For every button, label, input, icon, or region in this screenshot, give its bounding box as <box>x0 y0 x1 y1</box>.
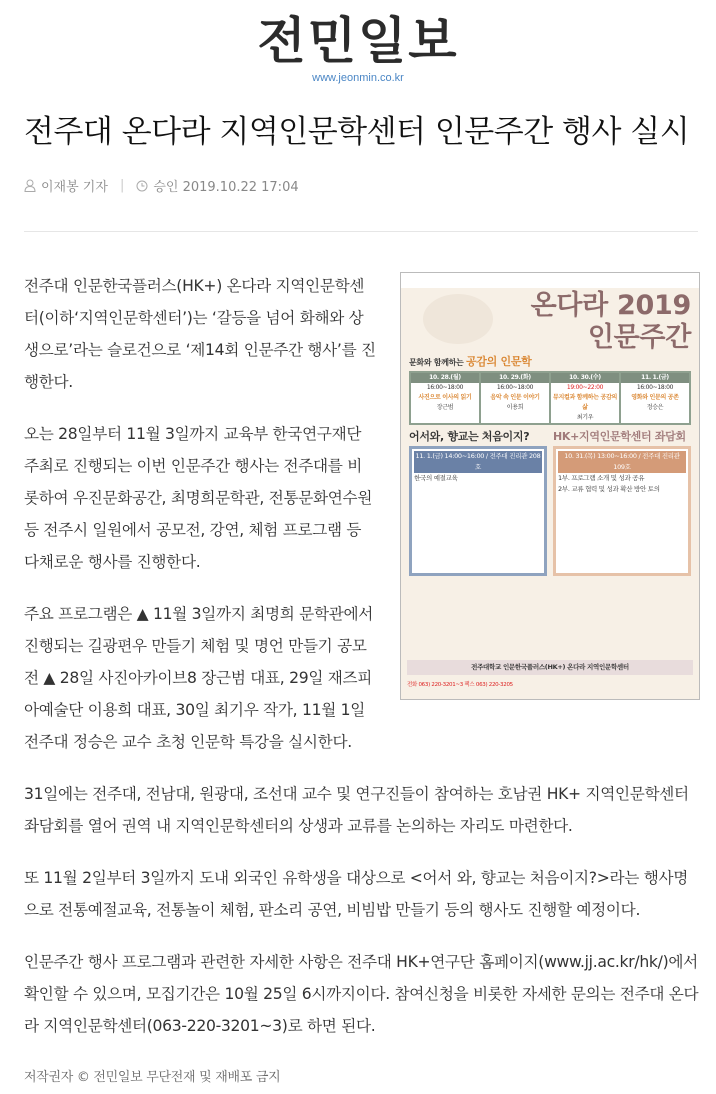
poster-illustration <box>423 294 493 344</box>
poster-day: 10. 29.(화) 16:00~18:00 음악 속 인문 이야기 이용희 <box>481 373 549 423</box>
divider: | <box>119 178 125 193</box>
user-icon <box>24 179 36 192</box>
byline <box>24 176 716 195</box>
clock-icon <box>136 180 148 192</box>
paragraph: 31일에는 전주대, 전남대, 원광대, 조선대 교수 및 연구진들이 참여하는 호남권 HK+ 지역인문학센터 좌담회를 열어 권역 내 지역인문학센터의 상생과 교류를 논의하는 자리도 마련한다. <box>24 785 689 835</box>
poster-title: 온다라 2019 인문주간 <box>530 290 691 353</box>
poster-right-heading: HK+지역인문학센터 좌담회 <box>553 430 686 443</box>
article-title: 전주대 온다라 지역인문학센터 인문주간 행사 실시 <box>24 114 690 150</box>
site-header <box>0 0 716 84</box>
site-url[interactable]: www.jeonmin.co.kr <box>312 72 404 84</box>
author[interactable]: 이재봉 기자 <box>41 180 108 195</box>
event-poster-image[interactable] <box>400 272 700 700</box>
article-body <box>24 270 700 1094</box>
poster-day: 10. 30.(수) 19:00~22:00 뮤지컬과 함께하는 공감의 삶 최기우 <box>552 374 618 421</box>
poster-left-box: 11. 1.(금) 14:00~16:00 / 전주대 진리관 208호 한국의 예절교육 <box>409 446 547 576</box>
paragraph: 오는 28일부터 11월 3일까지 교육부 한국연구재단 주최로 진행되는 이번 인문주간 행사는 전주대를 비롯하여 우진문화공간, 최명희문학관, 전통문화연수원 등 전주시 일원에서 공모전, 강연, 체험 프로그램 등 다채로운 행사를 진행한다. <box>24 425 373 571</box>
poster-right-box: 10. 31.(목) 13:00~16:00 / 전주대 진리관 109호 1부. 프로그램 소개 및 성과 공유 2부. 교류 협력 및 성과 확산 방안 토의 <box>553 446 691 576</box>
poster-schedule <box>409 371 691 425</box>
poster-contact: 전화 063) 220-3201~3 팩스 063) 220-3205 <box>407 682 513 688</box>
paragraph: 또 11월 2일부터 3일까지 도내 외국인 유학생을 대상으로 <어서 와, 향교는 처음이지?>라는 행사명으로 전통예절교육, 전통놀이 체험, 판소리 공연, 비빔밥 만들기 등의 행사도 진행할 예정이다. <box>24 869 689 919</box>
paragraph: 인문주간 행사 프로그램과 관련한 자세한 사항은 전주대 HK+연구단 홈페이지(www.jj.ac.kr/hk/)에서 확인할 수 있으며, 모집기간은 10월 25일 6시까지이다. 참여신청을 비롯한 자세한 문의는 전주대 온다라 지역인문학센터(063-220-3201~3)로 하면 된다. <box>24 953 699 1035</box>
divider <box>24 231 698 232</box>
poster-day: 10. 28.(월) 16:00~18:00 사진으로 이사의 읽기 장근범 <box>411 373 479 423</box>
site-logo[interactable]: 전민일보 <box>257 12 459 70</box>
poster-banner <box>401 273 699 288</box>
poster-footer: 전주대학교 인문한국플러스(HK+) 온다라 지역인문학센터 <box>407 660 693 675</box>
poster-day: 11. 1.(금) 16:00~18:00 영화와 인문의 공존 정승은 <box>621 373 689 423</box>
paragraph: 전주대 인문한국플러스(HK+) 온다라 지역인문학센터(이하‘지역인문학센터’)는 ‘갈등을 넘어 화해와 상생으로’라는 슬로건으로 ‘제14회 인문주간 행사’를 진행한다. <box>24 277 376 391</box>
publish-date: 승인 2019.10.22 17:04 <box>153 180 299 195</box>
paragraph: 주요 프로그램은 ▲ 11월 3일까지 최명희 문학관에서 진행되는 길광편우 만들기 체험 및 명언 만들기 공모전 ▲ 28일 사진아카이브8 장근범 대표, 29일 재즈피아예술단 이용희 대표, 30일 최기우 작가, 11월 1일 전주대 정승은 교수 초청 인문학 특강을 실시한다. <box>24 605 374 751</box>
copyright: 저작권자 © 전민일보 무단전재 및 재배포 금지 <box>24 1070 281 1085</box>
poster-subtitle: 문화와 함께하는 공감의 인문학 <box>409 355 532 368</box>
poster-left-heading: 어서와, 향교는 처음이지? <box>409 430 530 443</box>
